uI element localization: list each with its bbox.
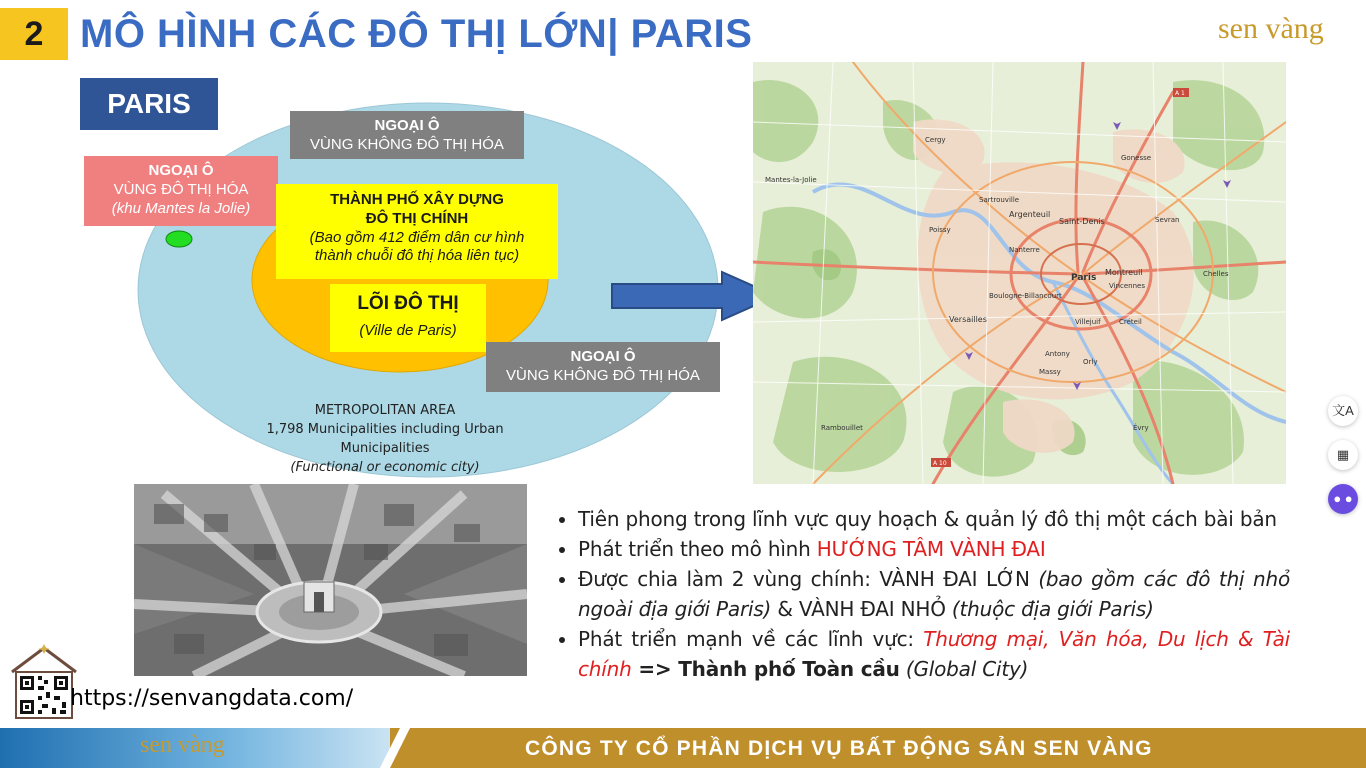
map-label-chelles: Chelles xyxy=(1203,270,1229,278)
assistant-icon[interactable]: ● ● xyxy=(1328,484,1358,514)
map-label-poissy: Poissy xyxy=(929,226,951,234)
suburb-non-urban-bottom xyxy=(486,342,720,392)
urban-core-box xyxy=(330,284,486,352)
bullet-item xyxy=(578,504,1290,534)
bullet-text: (thuộc địa giới Paris) xyxy=(951,597,1154,621)
suburb-urban-note: (khu Mantes la Jolie) xyxy=(111,199,251,217)
map-label-orly: Orly xyxy=(1083,358,1098,366)
map-label-villejuif: Villejuif xyxy=(1075,318,1101,326)
map-label-saint-denis: Saint-Denis xyxy=(1059,217,1105,226)
suburb-bottom-subtitle: VÙNG KHÔNG ĐÔ THỊ HÓA xyxy=(506,366,700,384)
map-label-versailles: Versailles xyxy=(949,315,987,324)
core-note: (Ville de Paris) xyxy=(359,321,457,339)
suburb-urban-subtitle: VÙNG ĐÔ THỊ HÓA xyxy=(113,180,249,198)
map-label-antony: Antony xyxy=(1045,350,1070,358)
apps-icon[interactable]: ▦ xyxy=(1328,440,1358,470)
key-points-list xyxy=(556,504,1290,684)
metro-line2: 1,798 Municipalities including Urban Municipalities xyxy=(266,421,504,456)
bullet-item xyxy=(578,534,1290,564)
paris-region-map xyxy=(753,62,1286,484)
bullet-text: Phát triển theo mô hình xyxy=(578,537,817,561)
map-label-a1: A 1 xyxy=(1175,90,1185,97)
core-title: LÕI ĐÔ THỊ xyxy=(357,293,459,314)
map-label-creteil: Créteil xyxy=(1119,318,1142,326)
bullet-text: Thương mại, Văn hóa, Du lịch & Tài chính xyxy=(578,627,1290,681)
map-label-a10: A 10 xyxy=(933,460,947,467)
bullet-text: & VÀNH ĐAI NHỎ xyxy=(771,597,952,621)
map-label-evry: Évry xyxy=(1133,424,1149,432)
sen-vang-logo xyxy=(1218,6,1360,54)
bullet-item xyxy=(578,624,1290,684)
suburb-top-title: NGOẠI Ô xyxy=(374,117,440,134)
map-label-cergy: Cergy xyxy=(925,136,946,144)
bullet-item xyxy=(578,564,1290,624)
map-label-montreuil: Montreuil xyxy=(1105,268,1143,277)
slide-number: 2 xyxy=(0,8,68,60)
map-label-argenteuil: Argenteuil xyxy=(1009,210,1051,219)
suburb-top-subtitle: VÙNG KHÔNG ĐÔ THỊ HÓA xyxy=(310,135,504,153)
city-note-line2: thành chuỗi đô thị hóa liên tục) xyxy=(314,247,520,265)
suburb-urbanized xyxy=(84,156,278,226)
city-title-line2: ĐÔ THỊ CHÍNH xyxy=(365,209,469,227)
map-label-sevran: Sevran xyxy=(1155,216,1180,224)
map-label-massy: Massy xyxy=(1039,368,1061,376)
bullet-text: Phát triển mạnh về các lĩnh vực: xyxy=(578,627,924,651)
main-city-box xyxy=(276,184,558,279)
bullet-text: => Thành phố Toàn cầu xyxy=(631,657,900,681)
arc-de-triomphe-aerial-photo xyxy=(134,484,527,676)
city-note-line1: (Bao gồm 412 điểm dân cư hình xyxy=(309,228,525,246)
slide-title: MÔ HÌNH CÁC ĐÔ THỊ LỚN| PARIS xyxy=(80,12,753,56)
map-label-rambouillet: Rambouillet xyxy=(821,424,863,432)
map-label-gonesse: Gonesse xyxy=(1121,154,1152,162)
map-label-mantes: Mantes-la-Jolie xyxy=(765,176,817,184)
website-link[interactable]: https://senvangdata.com/ xyxy=(70,686,354,711)
map-label-boulogne: Boulogne-Billancourt xyxy=(989,292,1062,300)
city-title-line1: THÀNH PHỐ XÂY DỰNG xyxy=(330,191,504,208)
map-label-paris: Paris xyxy=(1071,273,1097,283)
footer-logo-text: sen vàng xyxy=(140,732,225,758)
metropolitan-label xyxy=(240,402,530,477)
metro-line3: (Functional or economic city) xyxy=(290,459,480,475)
bullet-text: HƯỚNG TÂM VÀNH ĐAI xyxy=(816,537,1046,561)
suburb-urban-title: NGOẠI Ô xyxy=(148,162,214,179)
map-label-nanterre: Nanterre xyxy=(1009,246,1040,254)
logo-text: sen vàng xyxy=(1218,12,1324,45)
footer-company-name: CÔNG TY CỔ PHẦN DỊCH VỤ BẤT ĐỘNG SẢN SEN VÀNG xyxy=(525,737,1153,760)
bullet-text: (bao gồm các đô thị nhỏ ngoài địa giới Paris) xyxy=(578,567,1290,621)
bullet-text: Được chia làm 2 vùng chính: VÀNH ĐAI LỚN xyxy=(578,567,1039,591)
suburb-non-urban-top xyxy=(290,111,524,159)
translate-icon[interactable]: 文A xyxy=(1328,396,1358,426)
bullet-text: (Global City) xyxy=(899,657,1029,681)
metro-line1: METROPOLITAN AREA xyxy=(314,403,456,418)
bullet-list xyxy=(556,504,1290,684)
paris-label: PARIS xyxy=(80,78,218,130)
mantes-marker xyxy=(166,231,192,247)
bullet-text: Tiên phong trong lĩnh vực quy hoạch & quản lý đô thị một cách bài bản xyxy=(578,507,1277,531)
suburb-bottom-title: NGOẠI Ô xyxy=(570,348,636,365)
map-label-sartrouville: Sartrouville xyxy=(979,196,1020,204)
map-label-vincennes: Vincennes xyxy=(1109,282,1145,290)
footer-divider xyxy=(380,728,410,768)
footer-bar xyxy=(0,728,1366,768)
